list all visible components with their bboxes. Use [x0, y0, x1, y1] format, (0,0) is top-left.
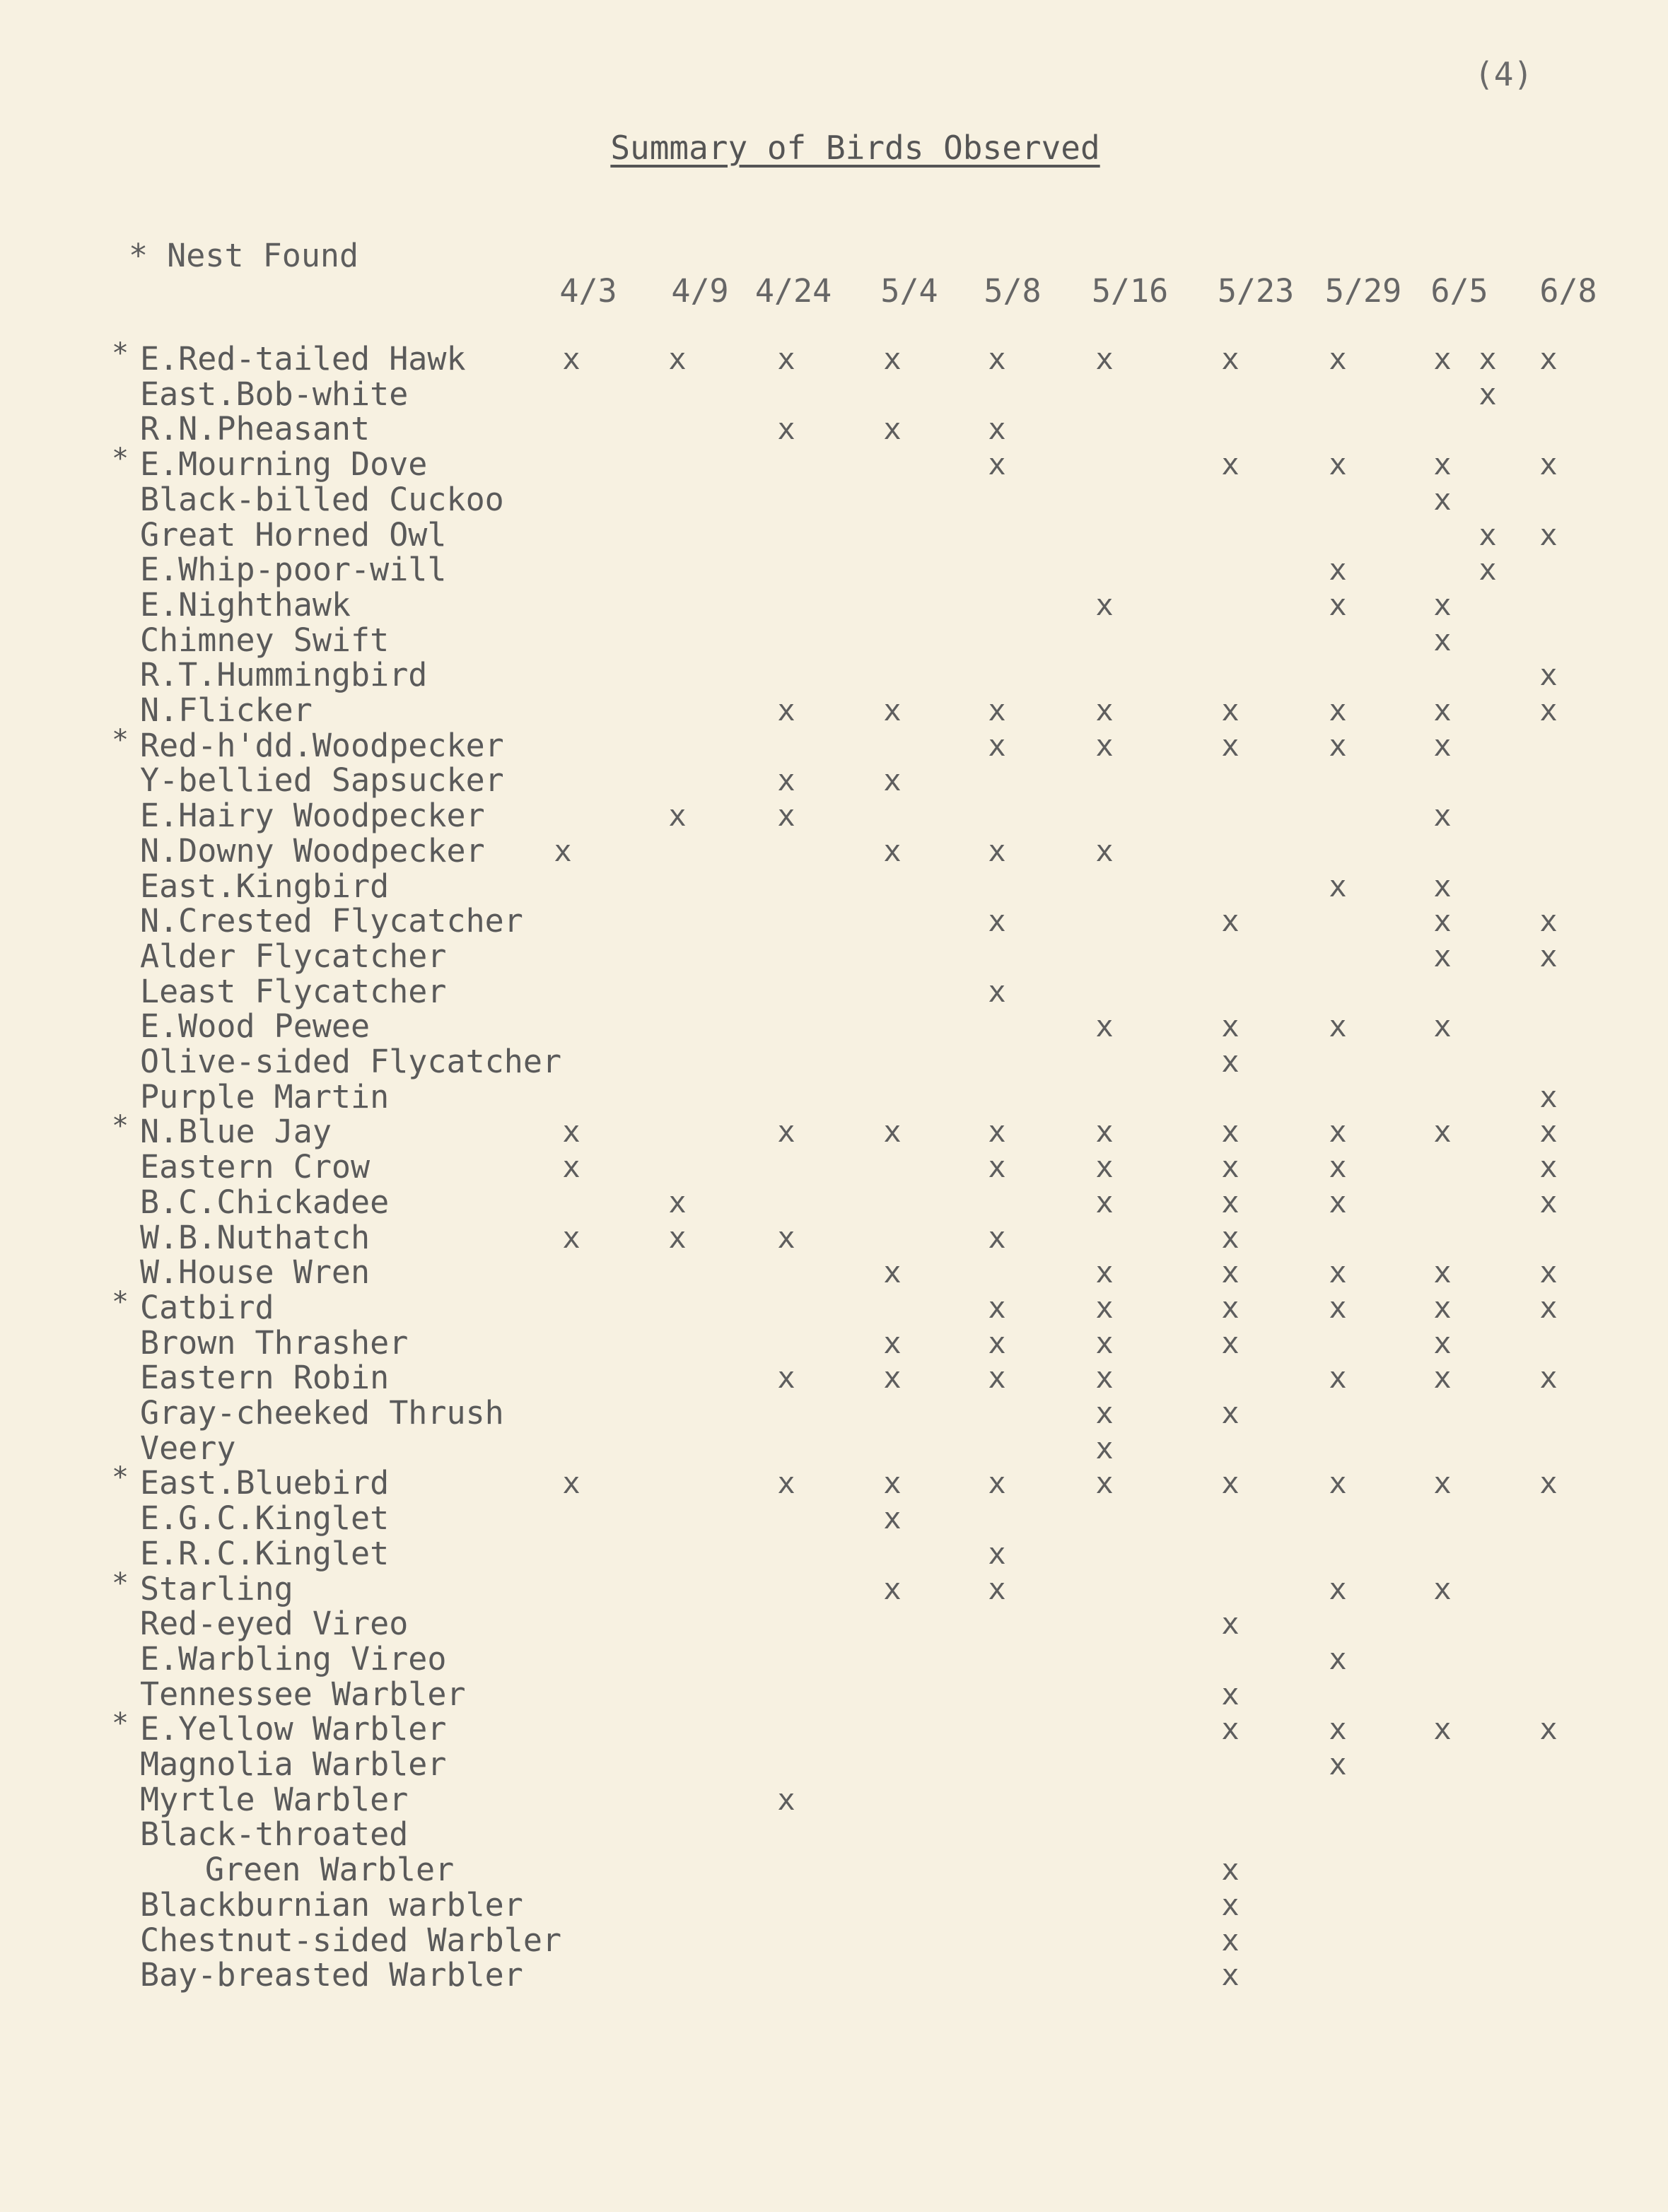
observation-mark: x [1539, 447, 1558, 482]
bird-name: Tennessee Warbler [140, 1675, 466, 1713]
observation-mark: x [1329, 693, 1347, 727]
bird-name: B.C.Chickadee [140, 1183, 390, 1221]
bird-name: E.Yellow Warbler [140, 1710, 447, 1748]
date-column-header: 4/3 [559, 272, 617, 310]
date-column-header: 6/5 [1430, 272, 1488, 310]
observation-mark: x [988, 447, 1006, 482]
nest-found-star: * [112, 1707, 129, 1740]
bird-row [0, 1149, 1668, 1185]
observation-mark: x [777, 1781, 795, 1817]
observation-mark: x [1221, 693, 1240, 727]
bird-name: Chimney Swift [140, 621, 390, 659]
observation-mark: x [1221, 903, 1240, 939]
observation-mark: x [1329, 587, 1347, 622]
observation-mark: x [1095, 727, 1114, 763]
observation-mark: x [1221, 1465, 1240, 1501]
bird-name: Black-billed Cuckoo [140, 480, 504, 518]
observation-mark: x [988, 973, 1006, 1009]
bird-name: Purple Martin [140, 1077, 390, 1116]
observation-mark: x [1433, 1465, 1452, 1501]
observation-mark: x [1433, 1325, 1452, 1360]
bird-row [0, 833, 1668, 869]
observation-mark: x [777, 1465, 795, 1501]
observation-mark: x [562, 1114, 581, 1149]
observation-mark: x [883, 1465, 902, 1501]
observation-mark: x [1539, 938, 1558, 973]
observation-mark: x [1221, 1184, 1240, 1219]
observation-mark: x [988, 1360, 1006, 1395]
observation-mark: x [1479, 517, 1497, 552]
bird-row [0, 1220, 1668, 1256]
bird-name: E.Nighthawk [140, 585, 351, 624]
observation-mark: x [883, 693, 902, 727]
observation-mark: x [1221, 1325, 1240, 1360]
date-column-header: 6/8 [1539, 272, 1597, 310]
observation-mark: x [883, 1325, 902, 1360]
bird-name: N.Flicker [140, 691, 313, 729]
date-column-header: 5/4 [880, 272, 938, 310]
bird-name: Least Flycatcher [140, 972, 447, 1010]
observation-mark: x [777, 693, 795, 727]
bird-name: Blackburnian warbler [140, 1885, 523, 1924]
bird-row [0, 763, 1668, 798]
observation-mark: x [1221, 1395, 1240, 1430]
observation-mark: x [1433, 481, 1452, 517]
bird-row [0, 974, 1668, 1010]
observation-mark: x [1329, 1711, 1347, 1747]
bird-row [0, 903, 1668, 939]
bird-row [0, 1782, 1668, 1818]
bird-name: N.Downy Woodpecker [140, 831, 485, 870]
bird-row [0, 1461, 1668, 1502]
date-column-header: 4/24 [754, 272, 832, 310]
date-column-header: 5/8 [984, 272, 1042, 310]
observation-mark: x [1221, 447, 1240, 482]
nest-found-star: * [112, 1110, 129, 1143]
bird-name: E.Hairy Woodpecker [140, 797, 485, 835]
observation-mark: x [1329, 1149, 1347, 1185]
observation-mark: x [1433, 868, 1452, 903]
bird-row [0, 1185, 1668, 1220]
observation-mark: x [777, 798, 795, 833]
bird-row [0, 1606, 1668, 1642]
observation-mark: x [668, 1219, 687, 1255]
observation-mark: x [1221, 1149, 1240, 1185]
observation-mark: x [1433, 1009, 1452, 1044]
observation-mark: x [777, 1114, 795, 1149]
observation-mark: x [1539, 1114, 1558, 1149]
observation-mark: x [562, 341, 581, 376]
bird-name: Catbird [140, 1288, 274, 1326]
bird-name: East.Bob-white [140, 375, 409, 413]
observation-mark: x [988, 1465, 1006, 1501]
bird-row [0, 1323, 1668, 1362]
bird-name: E.Red-tailed Hawk [140, 340, 466, 378]
bird-row [0, 1852, 1668, 1888]
observation-mark: x [1221, 1922, 1240, 1958]
bird-row [0, 869, 1668, 904]
bird-row [0, 1677, 1668, 1712]
bird-row [0, 587, 1668, 623]
bird-row [0, 1923, 1668, 1958]
observation-mark: x [1433, 693, 1452, 727]
bird-row [0, 1431, 1668, 1466]
observation-mark: x [988, 411, 1006, 447]
observation-mark: x [1433, 1711, 1452, 1747]
bird-name: Magnolia Warbler [140, 1745, 447, 1783]
nest-found-star: * [112, 337, 129, 370]
observation-mark: x [1221, 1676, 1240, 1711]
observation-mark: x [1095, 833, 1114, 868]
observation-mark: x [1221, 1958, 1240, 1993]
observation-mark: x [1329, 1289, 1347, 1325]
observation-mark: x [988, 833, 1006, 868]
observation-mark: x [1539, 517, 1558, 552]
bird-row [0, 411, 1668, 447]
observation-mark: x [1539, 657, 1558, 693]
observation-mark: x [1433, 341, 1452, 376]
bird-row [0, 1707, 1668, 1748]
observation-mark: x [1221, 1711, 1240, 1747]
observation-mark: x [1221, 1009, 1240, 1044]
bird-row [0, 337, 1668, 378]
observation-mark: x [1433, 447, 1452, 482]
observation-mark: x [1539, 1184, 1558, 1219]
nest-found-star: * [112, 443, 129, 476]
bird-name: Brown Thrasher [140, 1323, 409, 1362]
bird-name: E.R.C.Kinglet [140, 1534, 390, 1572]
bird-row [0, 1285, 1668, 1326]
observation-mark: x [1433, 1360, 1452, 1395]
bird-row [0, 1044, 1668, 1079]
bird-row [0, 723, 1668, 764]
observation-mark: x [1221, 1255, 1240, 1290]
bird-name: Y-bellied Sapsucker [140, 761, 504, 800]
bird-row [0, 1360, 1668, 1395]
bird-name: Green Warbler [205, 1851, 455, 1889]
observation-mark: x [1433, 727, 1452, 763]
bird-name: Gray-cheeked Thrush [140, 1394, 504, 1432]
observation-mark: x [1095, 1009, 1114, 1044]
observation-mark: x [1433, 903, 1452, 939]
observation-mark: x [883, 1255, 902, 1290]
observation-mark: x [883, 1571, 902, 1606]
observation-mark: x [1329, 341, 1347, 376]
observation-mark: x [1095, 341, 1114, 376]
bird-name: R.T.Hummingbird [140, 656, 428, 694]
page-title-text: Summary of Birds Observed [610, 129, 1100, 167]
bird-name: E.Warbling Vireo [140, 1639, 447, 1678]
bird-row [0, 552, 1668, 587]
bird-row [0, 1110, 1668, 1151]
observation-mark: x [1221, 1114, 1240, 1149]
observation-mark: x [1095, 1360, 1114, 1395]
observation-mark: x [1095, 587, 1114, 622]
nest-found-star: * [112, 723, 129, 756]
observation-mark: x [1095, 1149, 1114, 1185]
bird-name: Black-throated [140, 1815, 409, 1854]
observation-mark: x [554, 833, 572, 868]
bird-row [0, 1747, 1668, 1782]
observation-mark: x [1433, 938, 1452, 973]
nest-found-star: * [112, 1285, 129, 1318]
bird-row [0, 443, 1668, 484]
bird-name: Eastern Crow [140, 1148, 371, 1186]
bird-row [0, 1079, 1668, 1115]
observation-mark: x [1539, 1711, 1558, 1747]
bird-row [0, 693, 1668, 728]
observation-mark: x [1221, 1289, 1240, 1325]
observation-mark: x [1329, 1571, 1347, 1606]
observation-mark: x [777, 411, 795, 447]
bird-row [0, 1009, 1668, 1044]
observation-mark: x [1095, 1465, 1114, 1501]
observation-mark: x [1433, 1571, 1452, 1606]
observation-mark: x [1329, 1641, 1347, 1676]
observation-mark: x [1329, 1747, 1347, 1781]
observation-mark: x [988, 1571, 1006, 1606]
bird-name: Bay-breasted Warbler [140, 1956, 523, 1994]
observation-mark: x [777, 1360, 795, 1395]
observation-mark: x [1095, 1325, 1114, 1360]
observation-mark: x [883, 1501, 902, 1536]
nest-legend: * Nest Found [129, 237, 359, 274]
observation-mark: x [1329, 1184, 1347, 1219]
observation-mark: x [883, 763, 902, 798]
bird-row [0, 939, 1668, 974]
observation-mark: x [1479, 552, 1497, 587]
observation-mark: x [988, 341, 1006, 376]
observation-mark: x [562, 1149, 581, 1185]
bird-name: East.Bluebird [140, 1464, 390, 1502]
bird-row [0, 1817, 1668, 1852]
bird-name: R.N.Pheasant [140, 410, 371, 448]
observation-mark: x [1329, 1465, 1347, 1501]
observation-mark: x [1479, 341, 1497, 376]
date-column-header: 4/9 [671, 272, 729, 310]
bird-name: E.Wood Pewee [140, 1007, 371, 1046]
observation-mark: x [1433, 622, 1452, 657]
observation-mark: x [988, 1114, 1006, 1149]
date-column-header: 5/23 [1217, 272, 1295, 310]
observation-mark: x [1095, 1289, 1114, 1325]
observation-mark: x [1329, 1255, 1347, 1290]
observation-mark: x [1095, 1255, 1114, 1290]
observation-mark: x [777, 1219, 795, 1255]
bird-name: N.Crested Flycatcher [140, 902, 523, 940]
observation-mark: x [988, 1535, 1006, 1571]
observation-mark: x [562, 1465, 581, 1501]
date-column-header: 5/16 [1091, 272, 1169, 310]
date-column-header: 5/29 [1324, 272, 1402, 310]
observation-mark: x [668, 798, 687, 833]
observation-mark: x [1539, 1465, 1558, 1501]
observation-mark: x [988, 1325, 1006, 1360]
observation-mark: x [1539, 341, 1558, 376]
observation-mark: x [988, 1149, 1006, 1185]
bird-name: East.Kingbird [140, 867, 390, 905]
observation-mark: x [668, 341, 687, 376]
observation-mark: x [988, 1219, 1006, 1255]
bird-name: E.G.C.Kinglet [140, 1499, 390, 1538]
observation-mark: x [883, 833, 902, 868]
observation-mark: x [1433, 1255, 1452, 1290]
observation-mark: x [1539, 693, 1558, 727]
observation-mark: x [988, 1289, 1006, 1325]
bird-row [0, 1958, 1668, 1993]
nest-found-star: * [112, 1567, 129, 1600]
observation-mark: x [1433, 798, 1452, 833]
observation-mark: x [988, 727, 1006, 763]
bird-name: Chestnut-sided Warbler [140, 1921, 562, 1959]
observation-mark: x [1433, 1114, 1452, 1149]
bird-row [0, 1536, 1668, 1572]
observation-mark: x [1329, 1360, 1347, 1395]
bird-row [0, 517, 1668, 553]
observation-mark: x [1329, 552, 1347, 587]
bird-name: Starling [140, 1569, 293, 1608]
bird-row [0, 657, 1668, 693]
observation-mark: x [883, 341, 902, 376]
observation-mark: x [1539, 903, 1558, 939]
bird-row [0, 1567, 1668, 1608]
bird-name: Red-h'dd.Woodpecker [140, 726, 504, 764]
bird-row [0, 482, 1668, 517]
observation-mark: x [1221, 1852, 1240, 1888]
observation-mark: x [1221, 341, 1240, 376]
observation-mark: x [668, 1184, 687, 1219]
observation-mark: x [1539, 1360, 1558, 1395]
bird-name: E.Mourning Dove [140, 445, 428, 484]
observation-mark: x [1095, 1430, 1114, 1465]
observation-mark: x [777, 763, 795, 798]
bird-name: Eastern Robin [140, 1359, 390, 1397]
bird-name: N.Blue Jay [140, 1113, 332, 1151]
observation-mark: x [883, 1114, 902, 1149]
observation-mark: x [1221, 1044, 1240, 1079]
observation-mark: x [988, 903, 1006, 939]
bird-row [0, 1639, 1668, 1678]
observation-mark: x [883, 1360, 902, 1395]
observation-mark: x [777, 341, 795, 376]
observation-mark: x [1221, 727, 1240, 763]
page-number: (4) [1474, 55, 1534, 93]
bird-name: Myrtle Warbler [140, 1780, 409, 1818]
observation-mark: x [1095, 1114, 1114, 1149]
bird-name: W.House Wren [140, 1253, 371, 1292]
observation-mark: x [1539, 1149, 1558, 1185]
page-title [0, 129, 1668, 167]
observation-mark: x [1221, 1219, 1240, 1255]
observation-mark: x [1433, 1289, 1452, 1325]
observation-mark: x [1095, 1395, 1114, 1430]
bird-name: Red-eyed Vireo [140, 1605, 409, 1643]
observation-mark: x [1221, 1606, 1240, 1642]
bird-row [0, 1395, 1668, 1431]
bird-row [0, 1255, 1668, 1290]
nest-found-star: * [112, 1461, 129, 1494]
bird-name: Olive-sided Flycatcher [140, 1043, 562, 1080]
bird-name: Alder Flycatcher [140, 937, 447, 975]
bird-row [0, 798, 1668, 833]
bird-name: W.B.Nuthatch [140, 1218, 371, 1256]
observation-mark: x [1329, 868, 1347, 903]
observation-mark: x [1095, 693, 1114, 727]
bird-row [0, 623, 1668, 658]
bird-row [0, 1885, 1668, 1924]
observation-mark: x [1539, 1255, 1558, 1290]
observation-mark: x [1329, 447, 1347, 482]
observation-mark: x [1221, 1887, 1240, 1922]
observation-mark: x [1095, 1184, 1114, 1219]
bird-name: Great Horned Owl [140, 515, 447, 554]
observation-mark: x [1479, 376, 1497, 411]
bird-row [0, 1501, 1668, 1536]
observation-mark: x [1539, 1289, 1558, 1325]
observation-mark: x [883, 411, 902, 447]
bird-row [0, 377, 1668, 412]
observation-mark: x [1433, 587, 1452, 622]
observation-mark: x [562, 1219, 581, 1255]
observation-mark: x [1329, 727, 1347, 763]
observation-mark: x [1329, 1114, 1347, 1149]
bird-name: Veery [140, 1429, 236, 1467]
bird-name: E.Whip-poor-will [140, 551, 447, 589]
observation-mark: x [988, 693, 1006, 727]
observation-mark: x [1539, 1079, 1558, 1114]
observation-mark: x [1329, 1009, 1347, 1044]
